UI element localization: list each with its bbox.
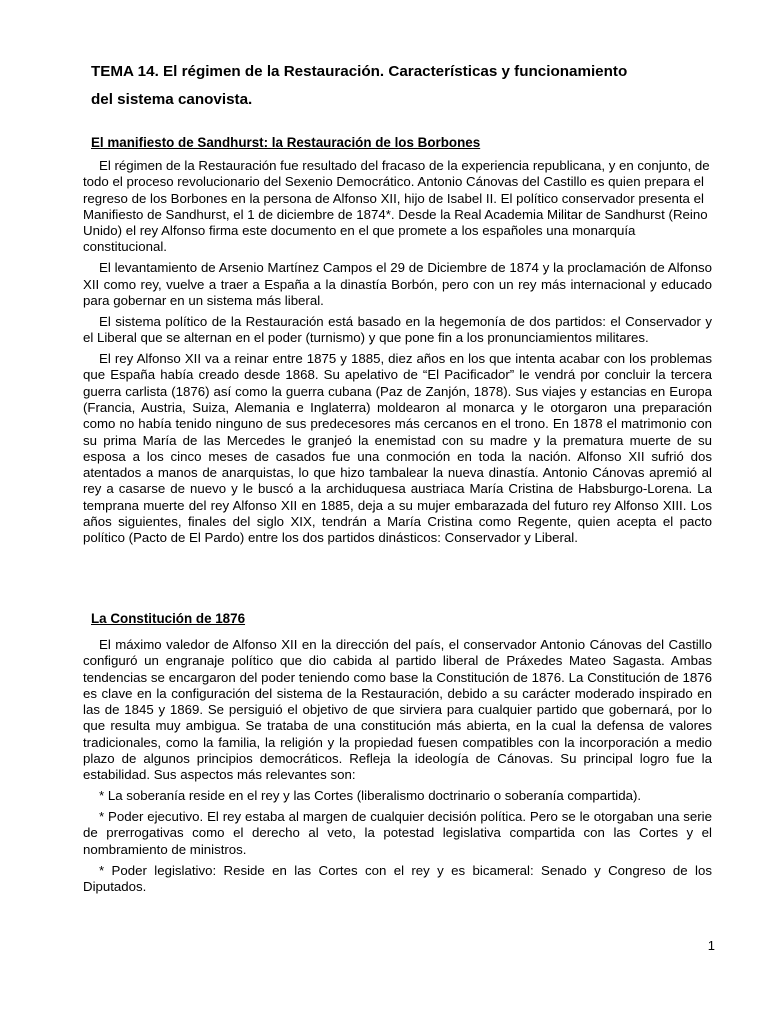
document-title (91, 58, 691, 114)
list-item: * La soberanía reside en el rey y las Cortes (liberalismo doctrinario o soberanía compartida). (99, 788, 642, 804)
title-line-1: TEMA 14. El régimen de la Restauración. Características y funcionamiento (91, 63, 628, 80)
list-item: * Poder ejecutivo. El rey estaba al margen de cualquier decisión política. Pero se le otorgaban una serie de prerrogativas como el derecho al veto, la potestad legislativa compartida con las Cortes y el nombramiento de ministros. (83, 809, 712, 857)
title-line-2: del sistema canovista. (91, 91, 253, 108)
section-heading-sandhurst: El manifiesto de Sandhurst: la Restauración de los Borbones (91, 135, 481, 150)
section-body-constitucion (83, 637, 712, 900)
list-item: * Poder legislativo: Reside en las Cortes con el rey y es bicameral: Senado y Congreso de los Diputados. (83, 862, 712, 894)
paragraph: El máximo valedor de Alfonso XII en la dirección del país, el conservador Antonio Cánovas del Castillo configuró un engranaje político que dio cabida al partido liberal de Práxedes Mateo Sagasta. Ambas tendencias se encargaron del poder teniendo como base la Constitución de 1876. La Constitución de 1876 es clave en la configuración del sistema de la Restauración, debido a su carácter moderado inspirado en las de 1845 y 1869. Se persiguió el objetivo de que sirviera para cualquier partido que gobernará, por lo que resulta muy ambigua. Se trataba de una constitución más abierta, en la cual la defensa de valores tradicionales, como la familia, la religión y la propiedad fuesen compatibles con la incorporación a medio plazo de algunos principios democráticos. Refleja la ideología de Cánovas. Su principal logro fue la estabilidad. Sus aspectos más relevantes son: (83, 637, 712, 783)
page-number: 1 (707, 938, 715, 953)
paragraph: El levantamiento de Arsenio Martínez Campos el 29 de Diciembre de 1874 y la proclamación de Alfonso XII como rey, vuelve a traer a España a la dinastía Borbón, pero con un rey más internacional y educado para gobernar en un sistema más liberal. (83, 260, 712, 308)
section-body-sandhurst (83, 158, 712, 551)
paragraph: El régimen de la Restauración fue resultado del fracaso de la experiencia republicana, y en conjunto, de todo el proceso revolucionario del Sexenio Democrático. Antonio Cánovas del Castillo es quien prepara el regreso de los Borbones en la persona de Alfonso XII, hijo de Isabel II. El político conservador presenta el Manifiesto de Sandhurst, el 1 de diciembre de 1874*. Desde la Real Academia Militar de Sandhurst (Reino Unido) el rey Alfonso firma este documento en el que promete a los españoles una monarquía constitucional. (83, 158, 710, 255)
paragraph: El rey Alfonso XII va a reinar entre 1875 y 1885, diez años en los que intenta acabar con los problemas que España había creado desde 1868. Su apelativo de “El Pacificador” le vendrá por concluir la tercera guerra carlista (1876) así como la guerra cubana (Paz de Zanjón, 1878). Sus viajes y estancias en Europa (Francia, Austria, Suiza, Alemania e Inglaterra) moldearon al monarca y le otorgaron una preparación como no había tenido ninguno de sus predecesores más cercanos en el trono. En 1878 el matrimonio con su prima María de las Mercedes le granjeó la enemistad con su madre y la prematura muerte de su esposa a los cinco meses de casados fue una conmoción en toda la nación. Alfonso XII sufrió dos atentados a manos de anarquistas, lo que hizo tambalear la nueva dinastía. Antonio Cánovas apremió al rey a casarse de nuevo y le buscó a la archiduquesa austriaca María Cristina de Habsburgo-Lorena. La temprana muerte del rey Alfonso XII en 1885, deja a su mujer embarazada del futuro rey Alfonso XIII. Los años siguientes, finales del siglo XIX, tendrán a María Cristina como Regente, quien acepta el pacto político (Pacto de El Pardo) entre los dos partidos dinásticos: Conservador y Liberal. (83, 351, 712, 546)
section-heading-constitucion: La Constitución de 1876 (91, 611, 246, 626)
paragraph: El sistema político de la Restauración está basado en la hegemonía de dos partidos: el Conservador y el Liberal que se alternan en el poder (turnismo) y que pone fin a los pronunciamientos militares. (83, 313, 712, 346)
